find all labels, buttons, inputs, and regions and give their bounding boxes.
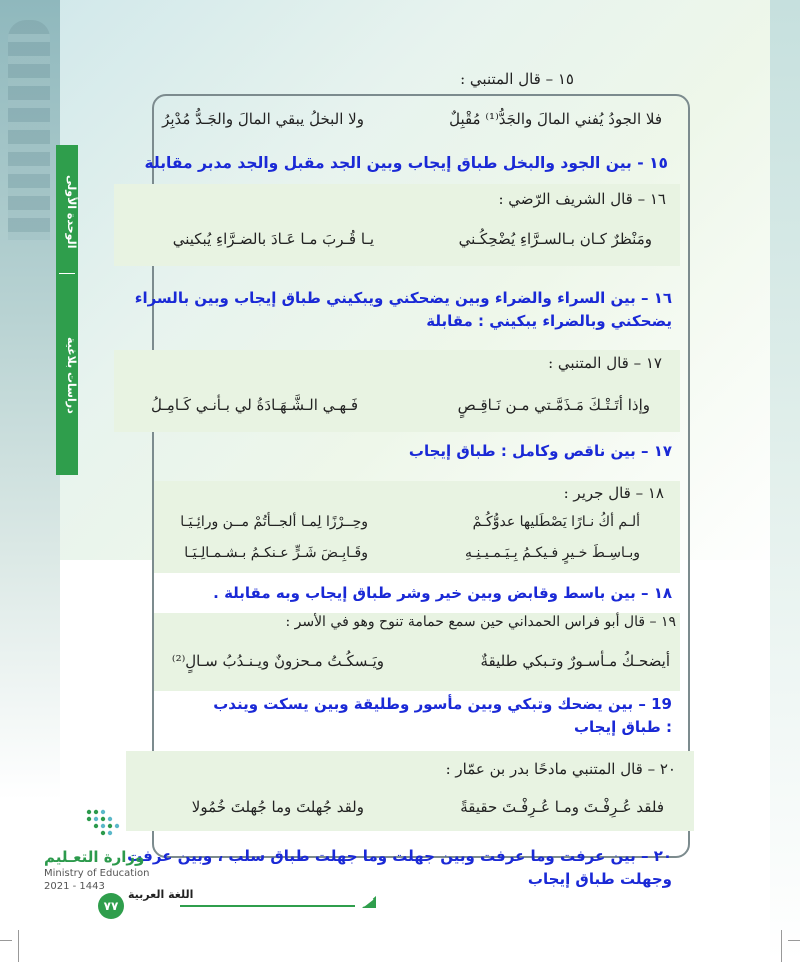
answer-text: ١٧ – بين ناقص وكامل : طباق إيجاب	[408, 442, 672, 460]
unit-spine	[56, 145, 78, 475]
verse-right-hemistich: ومَنْظرٌ كـان بـالسـرَّاءِ يُضْحِكُـني	[458, 230, 652, 248]
leaf-corner-icon	[361, 895, 377, 909]
verse-heading: ٢٠ – قال المتنبي مادحًا بدر بن عمّار :	[445, 760, 676, 778]
spine-section-label: دراسات بلاغية	[65, 336, 78, 414]
verse-right-hemistich: وإذا أتَـتْـكَ مَـذَمَّـتي مـن نَـاقِـصٍ	[457, 396, 650, 414]
answer-text: ١٨ – بين باسط وقابض وبين خير وشر طباق إيجاب وبه مقابلة .	[213, 584, 672, 602]
verse-right-hemistich: ألـم أكُ نـارًا يَصْطَليها عدوُّكُـمْ	[472, 514, 640, 530]
verse-left-hemistich: وقَـابِـضَ شَـرٍّ عـنكـمُ بـشـمـالِـيَـا	[184, 545, 368, 561]
verse-left-hemistich: وحِــرْزًا لِمـا ألجــأتُمْ مــن ورائِـيَـا	[180, 514, 368, 530]
spine-unit-label: الوحدة الأولى	[65, 175, 78, 249]
verse-left-hemistich: ويَـسكُـتُ مـحزونٌ ويـنـدُبُ سـالٍ⁽²⁾	[171, 652, 384, 670]
verse-heading: ١٨ – قال جرير :	[563, 484, 664, 502]
answer-text: ١٥ - بين الجود والبخل طباق إيجاب وبين الجد مقبل والجد مدبر مقابلة	[144, 154, 668, 172]
answer-text: ١٦ – بين السراء والضراء وبين يضحكني ويبكيني طباق إيجاب وبين بالسراء يضحكني وبالضراء يبكيني : مقابلة	[134, 289, 672, 330]
verse-right-hemistich: فلا الجودُ يُفني المالَ والجَدُّ⁽¹⁾ مُقْبِلٌ	[449, 110, 662, 128]
answer-text: 19 – بين يضحك وتبكي وبين مأسور وطليقة وبين يسكت ويندب : طباق إيجاب	[213, 695, 672, 736]
verse-right-hemistich: فلقد عُـرِفْـتَ ومـا عُـرِفْـتَ حقيقةً	[460, 798, 664, 816]
verse-left-hemistich: فَـهـي الـشَّـهَـادَةُ لي بـأنـي كَـامِـلُ	[151, 396, 358, 414]
ministry-name-ar: وزارة التعـليم	[44, 848, 145, 866]
answer-text: ٢٠ – بين عرفت وما عرفت وبين جهلت وما جهلت طباق سلب ، وبين عرفت وجهلت طباق إيجاب	[127, 847, 672, 888]
footer-rule	[180, 905, 355, 907]
verse-left-hemistich: يـا قُـربَ مـا عَـادَ بالضـرَّاءِ يُبكيني	[172, 230, 374, 248]
edition-year: 2021 - 1443	[44, 881, 105, 892]
subject-label: اللغة العربية	[128, 888, 194, 901]
verse-heading: ١٩ – قال أبو فراس الحمداني حين سمع حمامة تنوح وهو في الأسر :	[285, 614, 676, 630]
crop-mark	[788, 940, 800, 941]
verse-heading: ١٧ – قال المتنبي :	[548, 354, 662, 372]
page-number: ٧٧	[98, 893, 124, 919]
ministry-name-en: Ministry of Education	[44, 868, 150, 879]
verse-right-hemistich: أيضحـكُ مـأسـورٌ وتـبكي طليقةٌ	[480, 652, 670, 670]
crop-mark	[18, 930, 19, 962]
verse-heading: ١٥ – قال المتنبي :	[460, 70, 574, 88]
verse-right-hemistich: وبـاسِـطَ خـيرٍ فـيكـمُ بِـيَـمـيـنِـهِ	[464, 545, 640, 561]
crop-mark	[0, 940, 12, 941]
tower-illustration	[8, 20, 50, 240]
verse-heading: ١٦ – قال الشريف الرّضي :	[498, 190, 666, 208]
crop-mark	[781, 930, 782, 962]
verse-left-hemistich: ولا البخلُ يبقي المالَ والجَـدُّ مُدْبِرُ	[162, 110, 364, 128]
verse-left-hemistich: ولقد جُهلتَ وما جُهلتَ خُمُولا	[191, 798, 364, 816]
ministry-logo-icon	[85, 808, 123, 838]
right-decor-strip	[770, 0, 800, 962]
